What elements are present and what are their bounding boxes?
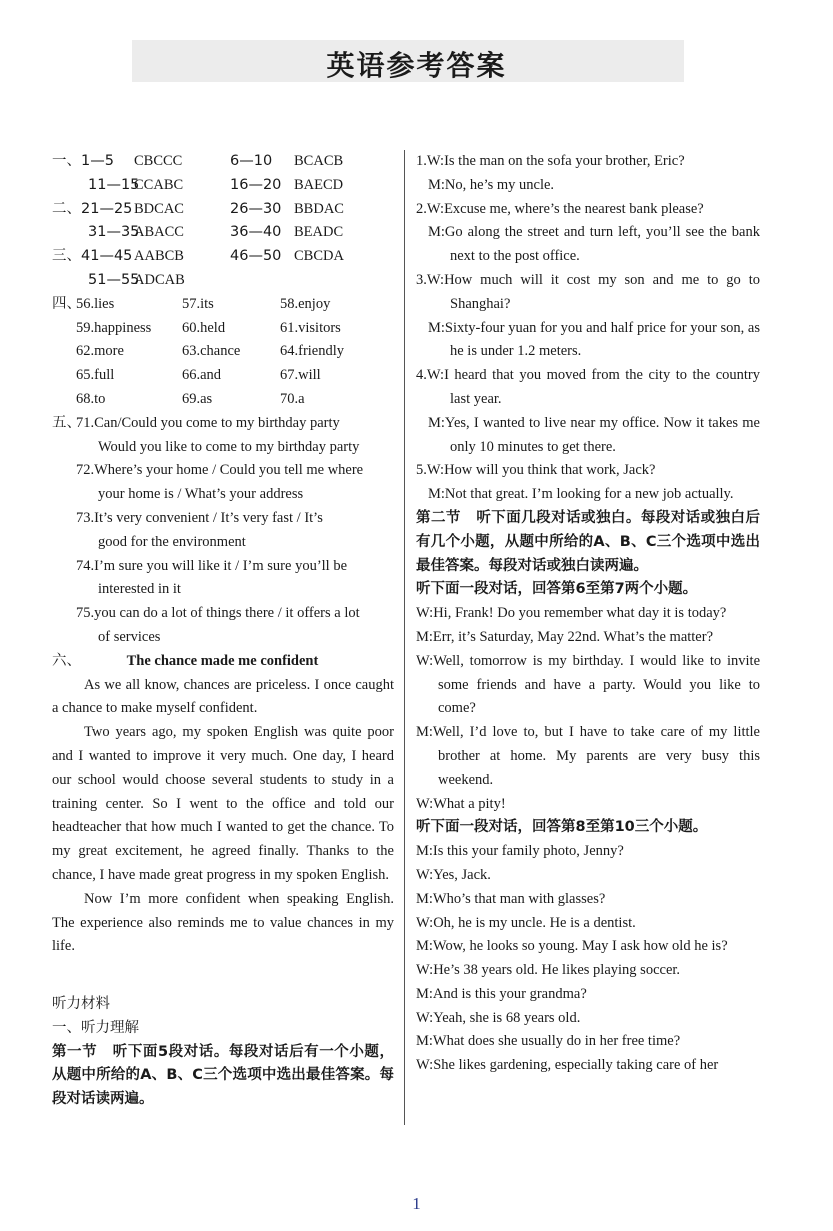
spacer (52, 340, 76, 364)
answer-key: BCACB (294, 153, 344, 169)
essay-paragraph: Now I’m more confident when speaking English. The experience also reminds me to value chances in my life. (52, 890, 394, 955)
utterance: Yeah, she is 68 years old. (433, 1009, 581, 1026)
answer-word: 68.to (76, 390, 106, 407)
speaker: M: (428, 319, 445, 336)
answer-word: 64.friendly (280, 343, 345, 360)
dialog-turn (416, 912, 760, 936)
sentence-text: good for the environment (98, 533, 246, 550)
answer-key: BDCAC (134, 200, 184, 217)
listening-heading: 听力材料 (52, 996, 110, 1013)
answer-row (52, 364, 394, 388)
section-4-block (52, 293, 394, 412)
answer-range: 三、41—45 (52, 248, 133, 265)
utterance: Is the man on the sofa your brother, Eric? (444, 153, 685, 169)
answer-word: 57.its (182, 295, 214, 312)
answer-key (294, 269, 384, 293)
essay-paragraph: As we all know, chances are priceless. I once caught a chance to make myself confident. (52, 676, 394, 717)
dialogs-section-1 (416, 150, 760, 507)
speaker: W: (416, 1057, 434, 1074)
answer-row (52, 317, 394, 341)
answer-row (52, 340, 394, 364)
dialog-turn (416, 269, 760, 317)
utterance: She likes gardening, especially taking care of her (433, 1057, 719, 1074)
left-column (52, 150, 394, 1112)
speaker: W: (426, 153, 445, 169)
answer-range: 31—35 (88, 224, 140, 241)
sentence-line (52, 436, 394, 460)
answer-word: 58.enjoy (280, 295, 331, 312)
section-1-label: 第一节 (52, 1043, 98, 1060)
utterance: No, he’s my uncle. (444, 176, 555, 193)
answer-row (52, 198, 394, 222)
column-divider (404, 150, 405, 1125)
section-1-text: 听下面5段对话。每段对话后有一个小题，从题中所给的A、B、C三个选项中选出最佳答案。每段对话读两遍。 (52, 1043, 394, 1108)
utterance: Yes, Jack. (433, 866, 491, 883)
answer-word: 60.held (182, 319, 226, 336)
dialog-number: 1. (416, 153, 427, 169)
dialog-turn (416, 412, 760, 460)
utterance: Oh, he is my uncle. He is a dentist. (433, 914, 636, 931)
speaker: M: (416, 985, 433, 1002)
section-2-text: 听下面几段对话或独白。每段对话或独白后有几个小题，从题中所给的A、B、C三个选项中选出最佳答案。每段对话或独白读两遍。 (416, 509, 760, 574)
section-5-block (52, 412, 394, 650)
answer-row (52, 293, 394, 317)
speaker: M: (428, 414, 445, 431)
dialog-turn (416, 364, 760, 412)
answer-word: 67.will (280, 367, 321, 384)
sentence-text: I’m sure you will like it / I’m sure you’ll be (94, 557, 348, 574)
item-number: 71. (76, 414, 95, 431)
section-5-label: 五、 (52, 414, 81, 431)
answer-word: 56.lies (76, 295, 115, 312)
answer-row (52, 221, 394, 245)
utterance: Yes, I wanted to live near my office. Now it takes me only 10 minutes to get there. (444, 414, 760, 455)
section-2-instructions (416, 507, 760, 578)
dialog-turn (416, 840, 760, 864)
sentence-line (52, 555, 394, 579)
answer-range: 16—20 (230, 176, 282, 193)
dialog-turn (416, 721, 760, 792)
dialog-turn (416, 650, 760, 721)
page-number: 1 (412, 1194, 421, 1213)
spacer (52, 388, 76, 412)
answer-key: ABACC (134, 224, 184, 241)
utterance: I heard that you moved from the city to the country last year. (444, 367, 760, 407)
dialog-turn (416, 888, 760, 912)
section-2-label: 第二节 (416, 509, 461, 526)
sentence-line (52, 483, 394, 507)
answer-key: BBDAC (294, 200, 344, 217)
section-6-heading (52, 650, 394, 674)
dialog-turn (416, 959, 760, 983)
answer-key: ADCAB (134, 271, 185, 288)
utterance: What a pity! (433, 795, 506, 812)
answer-row (52, 150, 394, 174)
dialog-turn (416, 1007, 760, 1031)
answer-key: BAECD (294, 176, 344, 193)
answer-row (52, 174, 394, 198)
item-number: 75. (76, 605, 95, 622)
answer-range (230, 269, 294, 293)
essay-title: The chance made me confident (126, 652, 319, 669)
utterance: Is this your family photo, Jenny? (432, 843, 624, 860)
answer-word: 59.happiness (76, 319, 152, 336)
utterance: Sixty-four yuan for you and half price for your son, as he is under 1.2 meters. (444, 319, 760, 360)
sentence-line (52, 531, 394, 555)
utterance: Excuse me, where’s the nearest bank please? (444, 200, 704, 217)
speaker: W: (416, 605, 434, 622)
dialog-turn (416, 626, 760, 650)
spacer (52, 364, 76, 388)
answer-word: 69.as (182, 390, 213, 407)
essay-paragraph: Two years ago, my spoken English was quite poor and I wanted to improve it very much. One day, I heard our school would choose several students to study in a training center. So I went to the office and told our headteacher that how much I wanted to get the chance. To my great excitement, he agreed finally. Thanks to the chance, I have made great progress in my spoken English. (52, 724, 394, 883)
speaker: W: (426, 271, 445, 288)
speaker: M: (416, 938, 433, 955)
speaker: W: (426, 367, 445, 384)
dialog-turn (416, 483, 760, 507)
section-1-instructions (52, 1041, 394, 1112)
dialog-turn (416, 602, 760, 626)
answer-key: CBCCC (134, 153, 183, 169)
answer-key: BEADC (294, 224, 344, 241)
answer-range: 46—50 (230, 248, 282, 265)
dialog-8-10 (416, 840, 760, 1078)
sentence-text: you can do a lot of things there / it offers a lot (94, 605, 360, 622)
answer-key: CCABC (134, 176, 184, 193)
utterance: How much will it cost my son and me to go to Shanghai? (444, 271, 760, 312)
sentence-line (52, 602, 394, 626)
speaker: M: (416, 724, 433, 741)
answer-key: CBCDA (294, 248, 344, 265)
item-number: 74. (76, 557, 95, 574)
sentence-line (52, 626, 394, 650)
dialog-turn (416, 793, 760, 817)
answer-range: 6—10 (230, 153, 273, 169)
right-column (416, 150, 760, 1078)
speaker: W: (416, 652, 434, 669)
dialog-number: 5. (416, 462, 427, 479)
dialog-turn (416, 459, 760, 483)
dialog-turn (416, 174, 760, 198)
utterance: What does she usually do in her free time? (432, 1033, 681, 1050)
instruction-6-7: 听下面一段对话，回答第6至第7两个小题。 (416, 581, 698, 598)
answer-range: 36—40 (230, 224, 282, 241)
item-number: 72. (76, 462, 95, 479)
answer-range: 一、1—5 (52, 153, 114, 169)
dialog-turn (416, 935, 760, 959)
sentence-text: It’s very convenient / It’s very fast / It’s (94, 509, 323, 526)
utterance: Err, it’s Saturday, May 22nd. What’s the matter? (432, 628, 714, 645)
speaker: W: (416, 1009, 434, 1026)
speaker: W: (416, 866, 434, 883)
dialog-number: 4. (416, 367, 427, 384)
listening-part1: 一、听力理解 (52, 1019, 139, 1036)
essay-body (52, 674, 394, 960)
dialog-turn (416, 864, 760, 888)
sentence-text: Where’s your home / Could you tell me where (94, 462, 364, 479)
answer-word: 65.full (76, 367, 115, 384)
dialog-turn (416, 317, 760, 365)
sentence-text: your home is / What’s your address (98, 486, 304, 503)
sentence-line (52, 578, 394, 602)
answer-word: 61.visitors (280, 319, 341, 336)
dialog-turn (416, 1054, 760, 1078)
speaker: W: (416, 795, 434, 812)
utterance: Not that great. I’m looking for a new job actually. (444, 486, 734, 503)
utterance: And is this your grandma? (432, 985, 587, 1002)
utterance: Wow, he looks so young. May I ask how old he is? (432, 938, 728, 955)
page-title: 英语参考答案 (326, 49, 507, 82)
speaker: M: (416, 1033, 433, 1050)
sentence-text: Would you like to come to my birthday party (98, 438, 360, 455)
dialog-turn (416, 221, 760, 269)
sentence-line (52, 507, 394, 531)
dialog-turn (416, 983, 760, 1007)
dialog-6-7 (416, 602, 760, 816)
speaker: M: (428, 224, 445, 241)
sentence-text: Can/Could you come to my birthday party (94, 414, 340, 431)
answer-word: 70.a (280, 390, 305, 407)
section-4-label: 四、 (52, 295, 81, 312)
speaker: W: (426, 200, 445, 217)
speaker: W: (426, 462, 445, 479)
answer-range: 26—30 (230, 200, 282, 217)
utterance: Who’s that man with glasses? (432, 890, 606, 907)
utterance: He’s 38 years old. He likes playing soccer. (433, 962, 681, 979)
sentence-text: of services (98, 628, 161, 645)
utterance: How will you think that work, Jack? (444, 462, 656, 479)
section-6-label: 六、 (52, 652, 81, 669)
sentence-line (52, 412, 394, 436)
answer-row (52, 269, 394, 293)
sentence-line (52, 459, 394, 483)
item-number: 73. (76, 509, 95, 526)
speaker: W: (416, 962, 434, 979)
dialog-turn (416, 1030, 760, 1054)
dialog-turn (416, 150, 760, 174)
answer-row (52, 388, 394, 412)
sentence-text: interested in it (98, 581, 181, 598)
dialog-number: 3. (416, 271, 427, 288)
answer-range: 二、21—25 (52, 200, 133, 217)
answer-word: 63.chance (182, 343, 241, 360)
speaker: W: (416, 914, 434, 931)
speaker: M: (428, 176, 445, 193)
dialog-number: 2. (416, 200, 427, 217)
answer-range: 11—15 (88, 176, 140, 193)
answer-key: AABCB (134, 248, 184, 265)
answer-word: 66.and (182, 367, 222, 384)
instruction-8-10: 听下面一段对话，回答第8至第10三个小题。 (416, 819, 708, 836)
utterance: Go along the street and turn left, you’ll see the bank next to the post office. (444, 224, 760, 265)
dialog-turn (416, 198, 760, 222)
speaker: M: (416, 890, 433, 907)
answer-word: 62.more (76, 343, 124, 360)
utterance: Hi, Frank! Do you remember what day it is today? (433, 605, 727, 622)
speaker: M: (416, 628, 433, 645)
answer-range: 51—55 (88, 271, 140, 288)
utterance: Well, tomorrow is my birthday. I would like to invite some friends and have a party. Would you like to come? (433, 652, 760, 717)
speaker: M: (416, 843, 433, 860)
answers-choice-block (52, 150, 394, 293)
utterance: Well, I’d love to, but I have to take care of my little brother at home. My parents are very busy this weekend. (432, 724, 760, 788)
speaker: M: (428, 486, 445, 503)
answer-row (52, 245, 394, 269)
spacer (52, 317, 76, 341)
